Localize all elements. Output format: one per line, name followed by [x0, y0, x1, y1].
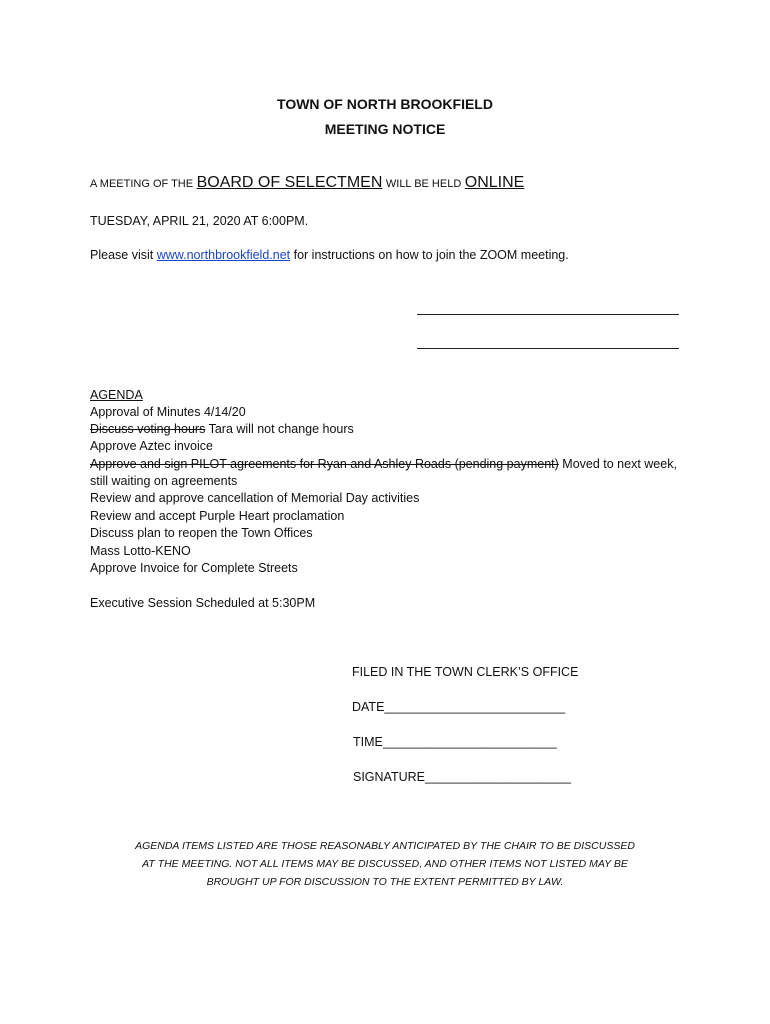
filing-date: DATE__________________________: [352, 700, 566, 714]
filing-heading: FILED IN THE TOWN CLERK’S OFFICE: [352, 665, 579, 679]
visit-prefix: Please visit: [90, 248, 154, 262]
agenda-item: Approve Invoice for Complete Streets: [90, 561, 298, 575]
visit-instructions: [90, 247, 569, 264]
agenda-item: Approve Aztec invoice: [90, 439, 213, 453]
agenda-item: Approval of Minutes 4/14/20: [90, 405, 246, 419]
agenda-heading: AGENDA: [90, 388, 143, 402]
announcement-middle: WILL BE HELD: [385, 178, 462, 190]
meeting-datetime: TUESDAY, APRIL 21, 2020 AT 6:00PM.: [90, 214, 309, 228]
disclaimer: [110, 837, 660, 891]
filing-time: TIME_________________________: [353, 735, 557, 749]
filing-signature: SIGNATURE_____________________: [353, 770, 571, 784]
agenda-item: [90, 456, 677, 473]
blank-line-2: [417, 348, 679, 349]
notice-title: MEETING NOTICE: [324, 121, 446, 137]
visit-suffix: for instructions on how to join the ZOOM meeting.: [293, 248, 569, 262]
agenda-note: Tara will not change hours: [208, 422, 354, 436]
struck-text: Approve and sign PILOT agreements for Ryan and Ashley Roads (pending payment): [90, 457, 559, 471]
meeting-announcement: [90, 174, 524, 193]
agenda-item: Discuss plan to reopen the Town Offices: [90, 526, 313, 540]
executive-session: Executive Session Scheduled at 5:30PM: [90, 596, 316, 610]
agenda-note: Moved to next week,: [562, 457, 677, 471]
board-name: BOARD OF SELECTMEN: [196, 174, 383, 191]
agenda-item: Mass Lotto-KENO: [90, 544, 191, 558]
disclaimer-line: AGENDA ITEMS LISTED ARE THOSE REASONABLY ANTICIPATED BY THE CHAIR TO BE DISCUSSED: [135, 840, 635, 852]
announcement-prefix: A MEETING OF THE: [90, 178, 194, 190]
website-link[interactable]: www.northbrookfield.net: [156, 248, 291, 262]
struck-text: Discuss voting hours: [90, 422, 206, 436]
town-title: TOWN OF NORTH BROOKFIELD: [277, 96, 493, 112]
agenda-item: [90, 421, 354, 438]
agenda-item: Review and approve cancellation of Memorial Day activities: [90, 491, 420, 505]
agenda-note-continued: still waiting on agreements: [90, 474, 238, 488]
agenda-item: Review and accept Purple Heart proclamation: [90, 509, 345, 523]
disclaimer-line: BROUGHT UP FOR DISCUSSION TO THE EXTENT PERMITTED BY LAW.: [206, 876, 564, 888]
meeting-location: ONLINE: [464, 174, 525, 191]
disclaimer-line: AT THE MEETING. NOT ALL ITEMS MAY BE DISCUSSED, AND OTHER ITEMS NOT LISTED MAY BE: [142, 858, 628, 870]
blank-line-1: [417, 314, 679, 315]
